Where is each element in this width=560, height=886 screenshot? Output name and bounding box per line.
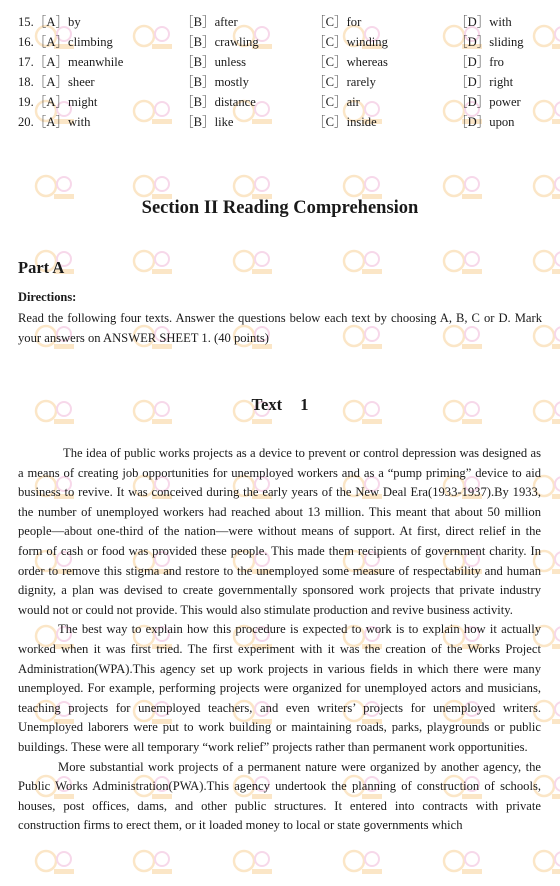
option-a-text: ［A］sheer <box>33 75 95 89</box>
option-row <box>0 52 560 72</box>
directions-heading: Directions: <box>18 290 77 304</box>
option-a-text: ［A］with <box>33 115 91 129</box>
option-row <box>0 72 560 92</box>
watermark-logo-icon <box>32 845 80 879</box>
part-title: Part A <box>18 258 65 277</box>
option-a <box>18 52 123 72</box>
question-number: 16. <box>18 35 34 49</box>
option-b: ［B］unless <box>181 55 247 69</box>
passage-paragraph: More substantial work projects of a permanent nature were organized by another agency, the Public Works Administration(PWA).This agency undertook the planning of construction of schools, houses, post offices, dams, and other public structures. It entered into contracts with private construction firms to erect them, or it loaded money to local or state governments which <box>18 759 541 833</box>
option-a <box>18 72 95 92</box>
option-d: ［D］right <box>455 75 514 89</box>
option-c: ［C］rarely <box>313 75 376 89</box>
option-b: ［B］like <box>181 115 234 129</box>
option-d: ［D］fro <box>455 55 504 69</box>
watermark-logo-icon <box>530 845 560 879</box>
option-d: ［D］with <box>455 15 512 29</box>
option-d: ［D］sliding <box>455 35 524 49</box>
option-b: ［B］after <box>181 15 238 29</box>
question-number: 19. <box>18 95 34 109</box>
option-a <box>18 112 90 132</box>
option-c: ［C］for <box>313 15 362 29</box>
option-a-text: ［A］by <box>33 15 81 29</box>
option-a <box>18 32 113 52</box>
option-row <box>0 12 560 32</box>
question-number: 18. <box>18 75 34 89</box>
passage-paragraph: The idea of public works projects as a device to prevent or control depression was designed as a means of creating job opportunities for unemployed workers and as a “pump priming” device to aid business to revive. It was conceived during the early years of the New Deal Era(1933-1937).By 1933, the number of unemployed workers had reached about 13 million. This meant that about 50 million people—about one-third of the nation—were without means of support. At first, direct relief in the form of cash or food was provided these people. This made them recipients of government charity. In order to remove this stigma and restore to the unemployed some measure of respectability and human dignity, a plan was devised to create governmentally sponsored work projects that private industry would not or could not provide. This would also stimulate production and revive business activity. <box>18 446 541 617</box>
passage-paragraph: The best way to explain how this procedure is expected to work is to explain how it actually worked when it was first tried. The first experiment with it was the creation of the Works Project Administration(WPA).This agency set up work projects in various fields in which there were many unemployed. For example, performing projects were organized for unemployed actors and musicians, teaching projects for unemployed teachers, and even writers’ projects for unemployed writers. Unemployed laborers were put to work building or maintaining roads, parks, playgrounds or public buildings. These were all temporary “work relief” projects rather than permanent work opportunities. <box>18 622 541 754</box>
option-a-text: ［A］climbing <box>33 35 113 49</box>
directions-text: Read the following four texts. Answer the questions below each text by choosing A, B, C or D. Mark your answers on ANSWER SHEET 1. (40 points) <box>18 311 542 345</box>
watermark-logo-icon <box>440 845 488 879</box>
option-a-text: ［A］might <box>33 95 98 109</box>
watermark-logo-icon <box>530 245 560 279</box>
watermark-logo-icon <box>340 245 388 279</box>
option-a <box>18 92 97 112</box>
option-row <box>0 92 560 112</box>
watermark-logo-icon <box>130 845 178 879</box>
option-c: ［C］inside <box>313 115 377 129</box>
option-row <box>0 112 560 132</box>
question-number: 17. <box>18 55 34 69</box>
option-c: ［C］air <box>313 95 360 109</box>
text-title: Text 1 <box>251 395 309 414</box>
section-title: Section II Reading Comprehension <box>141 198 419 218</box>
option-c: ［C］winding <box>313 35 388 49</box>
option-d: ［D］power <box>455 95 521 109</box>
option-a <box>18 12 81 32</box>
watermark-logo-icon <box>440 245 488 279</box>
question-number: 15. <box>18 15 34 29</box>
watermark-logo-icon <box>340 845 388 879</box>
option-a-text: ［A］meanwhile <box>33 55 124 69</box>
option-b: ［B］distance <box>181 95 256 109</box>
option-row <box>0 32 560 52</box>
option-d: ［D］upon <box>455 115 515 129</box>
option-c: ［C］whereas <box>313 55 388 69</box>
passage-body <box>18 444 541 836</box>
watermark-logo-icon <box>230 845 278 879</box>
option-b: ［B］crawling <box>181 35 259 49</box>
watermark-logo-icon <box>130 245 178 279</box>
option-b: ［B］mostly <box>181 75 249 89</box>
question-number: 20. <box>18 115 34 129</box>
watermark-logo-icon <box>230 245 278 279</box>
